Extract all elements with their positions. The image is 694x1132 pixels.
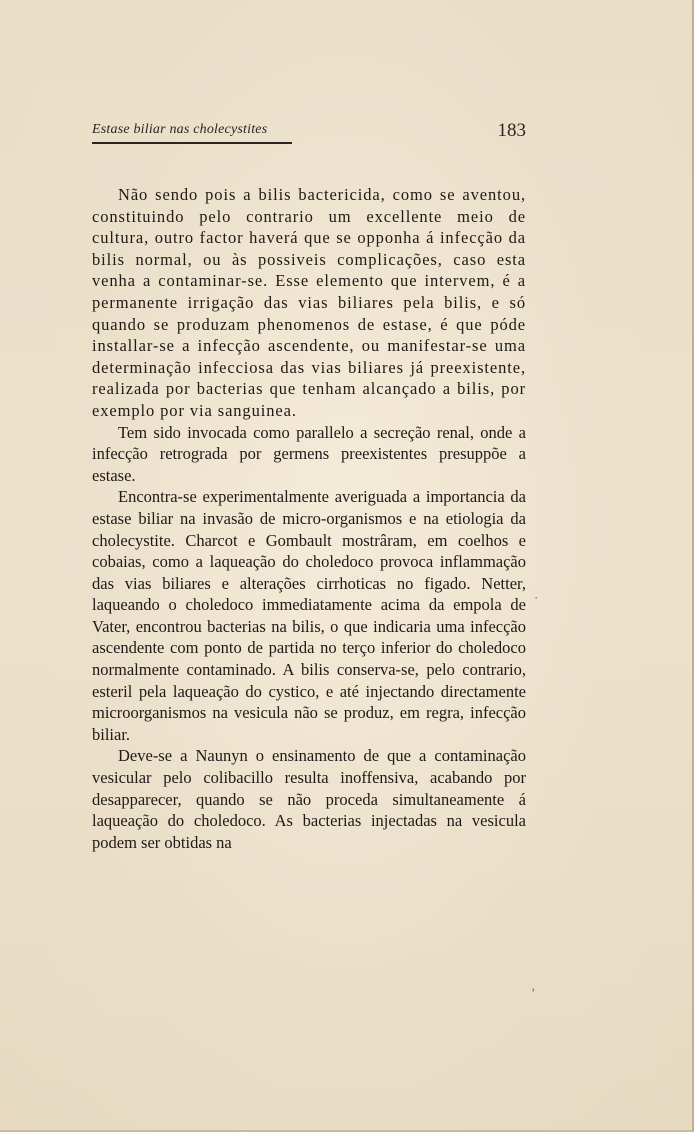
page-number: 183 (497, 120, 526, 141)
stray-ink-mark: ʼ (531, 985, 536, 1000)
page-header (92, 120, 526, 148)
stray-ink-dot: · (534, 590, 539, 605)
header-rule (92, 142, 292, 144)
paragraph-1: Não sendo pois a bilis bactericida, como se aventou, constituindo pelo contrario um excellente meio de cultura, outro factor haverá que se opponha á infecção da bilis normal, ou às possiveis complicações, caso esta venha a contaminar-se. Esse elemento que intervem, é a permanente irrigação das vias biliares pela bilis, e só quando se produzam phenomenos de estase, é que póde installar-se a infecção ascendente, ou manifestar-se uma determinação infecciosa das vias biliares já preexistente, realizada por bacterias que tenham alcançado a bilis, por exemplo por via sanguinea. (92, 185, 526, 420)
paragraph-4: Deve-se a Naunyn o ensinamento de que a contaminação vesicular pelo colibacillo resulta inoffensiva, acabando por desapparecer, quando se não proceda simultaneamente á laqueação do choledoco. As bacterias injectadas na vesicula podem ser obtidas na (92, 746, 526, 852)
paragraph-3: Encontra-se experimentalmente averiguada a importancia da estase biliar na invasão de micro-organismos e na etiologia da cholecystite. Charcot e Gombault mostrâram, em coelhos e cobaias, como a laqueação do choledoco provoca inflammação das vias biliares e alterações cirrhoticas no figado. Netter, laqueando o choledoco immediatamente acima da empola de Vater, encontrou bacterias na bilis, o que indicaria uma infecção ascendente com ponto de partida no terço inferior do choledoco normalmente contaminado. A bilis conserva-se, pelo contrario, esteril pela laqueação do cystico, e até injectando directamente microorganismos na vesicula não se produz, em regra, infecção biliar. (92, 487, 526, 744)
running-title: Estase biliar nas cholecystites (92, 122, 268, 137)
body-text (92, 184, 526, 853)
paragraph-2: Tem sido invocada como parallelo a secreção renal, onde a infecção retrograda por germens preexistentes presuppõe a estase. (92, 422, 526, 485)
